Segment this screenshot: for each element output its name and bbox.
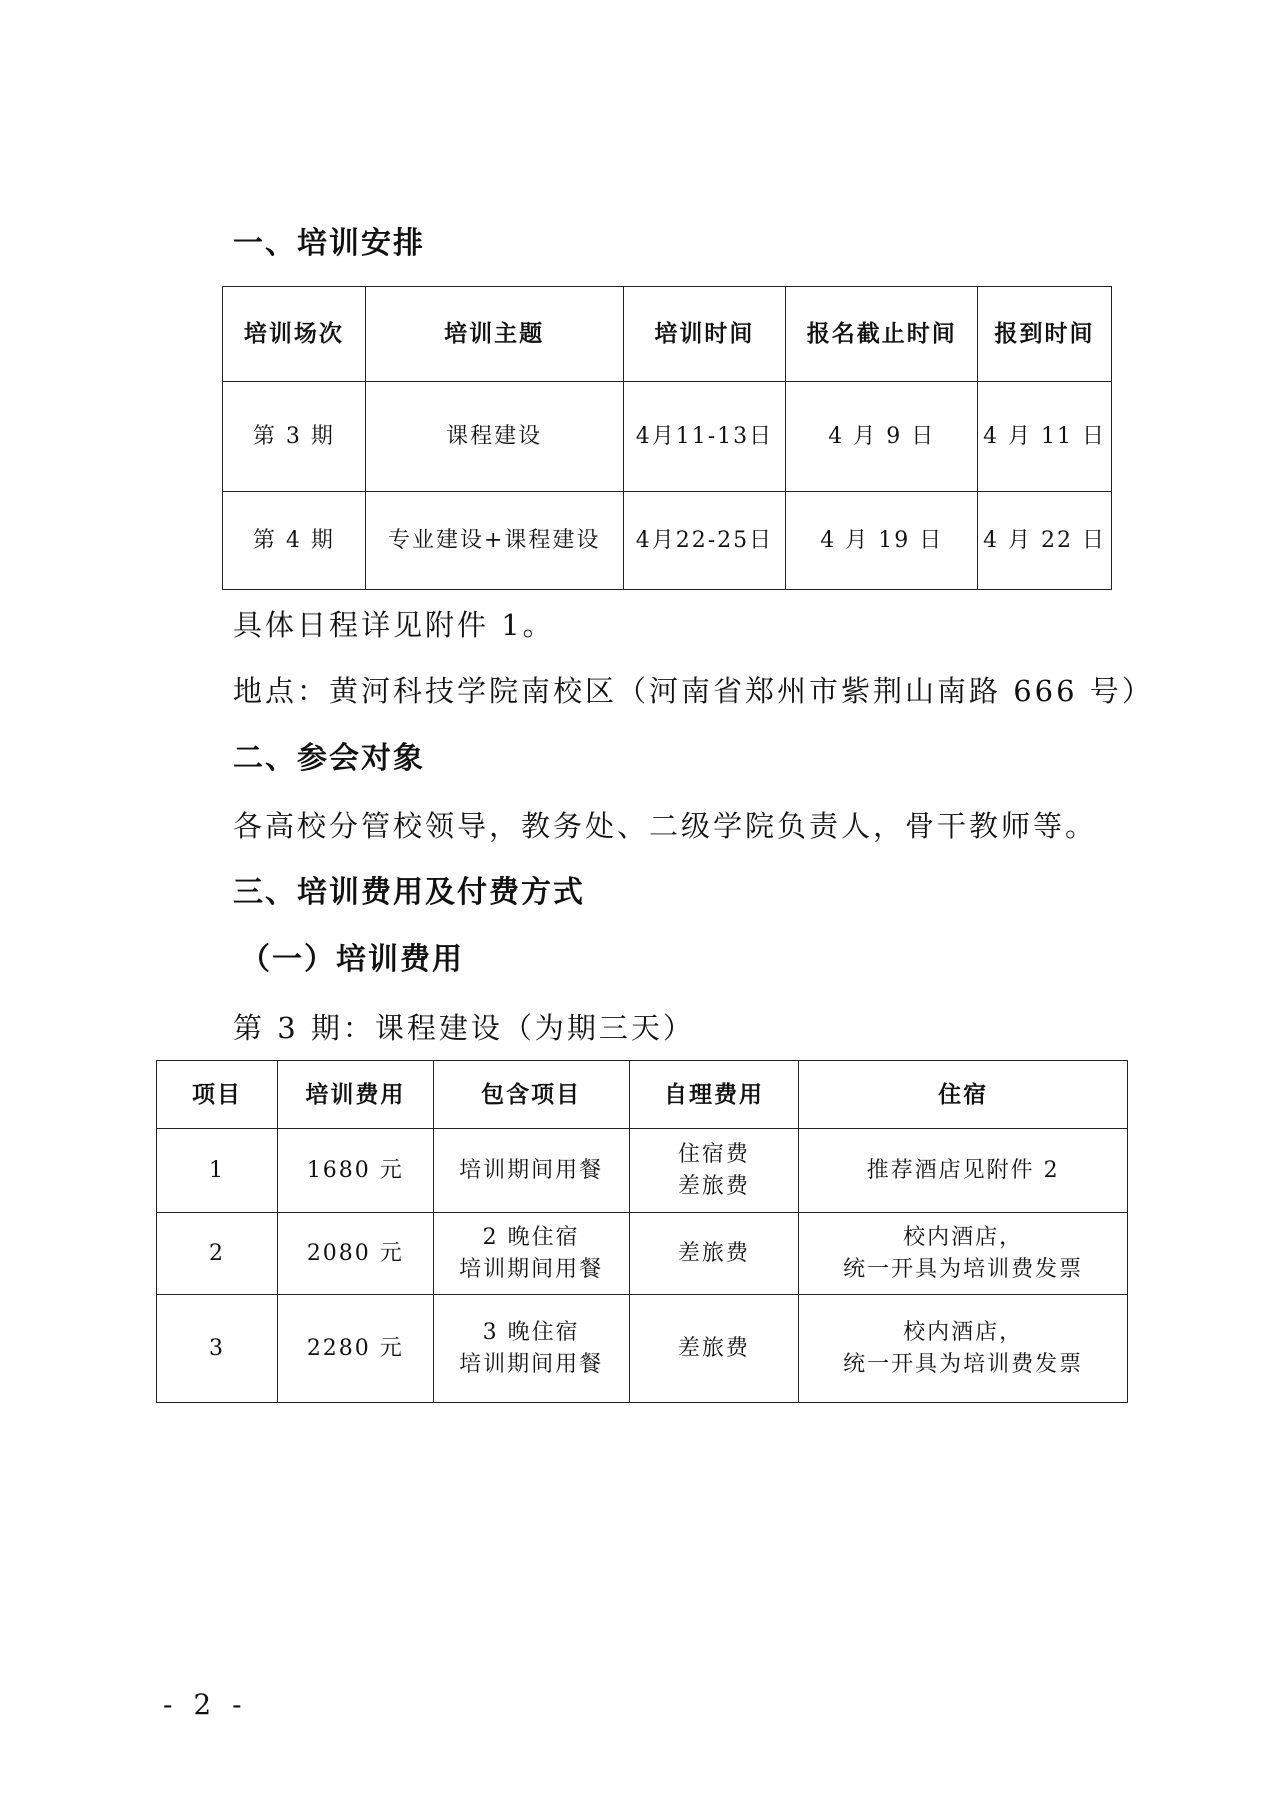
table-cell <box>799 1295 1128 1403</box>
training-fee-table <box>156 1060 1128 1403</box>
page-number: - 2 - <box>163 1688 248 1721</box>
section1-heading: 一、培训安排 <box>233 226 425 261</box>
table-cell: 4 月 19 日 <box>786 492 978 590</box>
table-cell <box>433 1295 629 1403</box>
table-cell: 1 <box>157 1129 278 1213</box>
participants-text: 各高校分管校领导，教务处、二级学院负责人，骨干教师等。 <box>233 809 1098 843</box>
header-cell: 报名截止时间 <box>786 287 978 382</box>
location-text: 地点：黄河科技学院南校区（河南省郑州市紫荆山南路 666 号） <box>233 674 1154 708</box>
header-cell: 培训费用 <box>277 1061 433 1129</box>
cell-line: 统一开具为培训费发票 <box>843 1256 1084 1282</box>
table-cell: 第 4 期 <box>223 492 366 590</box>
cell-line: 2 晚住宿 <box>482 1224 580 1250</box>
cell-line: 差旅费 <box>677 1173 750 1199</box>
cell-line: 差旅费 <box>677 1335 750 1361</box>
table-cell <box>433 1129 629 1213</box>
header-cell: 培训场次 <box>223 287 366 382</box>
cell-line: 校内酒店， <box>903 1319 1024 1345</box>
table-cell <box>629 1213 799 1295</box>
table-cell: 专业建设+课程建设 <box>365 492 623 590</box>
table-cell: 课程建设 <box>365 382 623 492</box>
table-cell: 4 月 9 日 <box>786 382 978 492</box>
cell-line: 培训期间用餐 <box>459 1351 604 1377</box>
training-schedule-table <box>222 286 1112 590</box>
table-row <box>157 1295 1128 1403</box>
table-cell: 2 <box>157 1213 278 1295</box>
table-cell: 3 <box>157 1295 278 1403</box>
table-cell: 第 3 期 <box>223 382 366 492</box>
header-cell: 住宿 <box>799 1061 1128 1129</box>
table-cell: 4 月 11 日 <box>978 382 1112 492</box>
table-header-row <box>157 1061 1128 1129</box>
table-cell <box>433 1213 629 1295</box>
cell-line: 培训期间用餐 <box>459 1256 604 1282</box>
cell-line: 住宿费 <box>677 1141 750 1167</box>
cell-line: 统一开具为培训费发票 <box>843 1351 1084 1377</box>
table-cell <box>799 1213 1128 1295</box>
table-cell: 4月11-13日 <box>623 382 786 492</box>
header-cell: 包含项目 <box>433 1061 629 1129</box>
section3-subheading: （一）培训费用 <box>240 942 464 977</box>
table-cell <box>629 1295 799 1403</box>
header-cell: 培训主题 <box>365 287 623 382</box>
header-cell: 自理费用 <box>629 1061 799 1129</box>
header-cell: 培训时间 <box>623 287 786 382</box>
table-cell: 4 月 22 日 <box>978 492 1112 590</box>
table-cell: 2080 元 <box>277 1213 433 1295</box>
section2-heading: 二、参会对象 <box>233 741 425 776</box>
table-cell <box>629 1129 799 1213</box>
table-cell: 2280 元 <box>277 1295 433 1403</box>
cell-line: 差旅费 <box>677 1240 750 1266</box>
header-cell: 报到时间 <box>978 287 1112 382</box>
table-row <box>223 382 1112 492</box>
cell-line: 培训期间用餐 <box>459 1157 604 1183</box>
section3-heading: 三、培训费用及付费方式 <box>233 875 585 910</box>
cell-line: 校内酒店， <box>903 1224 1024 1250</box>
cell-line: 推荐酒店见附件 2 <box>866 1157 1060 1183</box>
table-cell: 1680 元 <box>277 1129 433 1213</box>
header-cell: 项目 <box>157 1061 278 1129</box>
cell-line: 3 晚住宿 <box>482 1319 580 1345</box>
table-cell: 4月22-25日 <box>623 492 786 590</box>
table-row <box>157 1213 1128 1295</box>
table-header-row <box>223 287 1112 382</box>
schedule-note: 具体日程详见附件 1。 <box>233 608 555 642</box>
table-row <box>157 1129 1128 1213</box>
table-cell <box>799 1129 1128 1213</box>
table-row <box>223 492 1112 590</box>
period-label: 第 3 期：课程建设（为期三天） <box>233 1011 695 1045</box>
